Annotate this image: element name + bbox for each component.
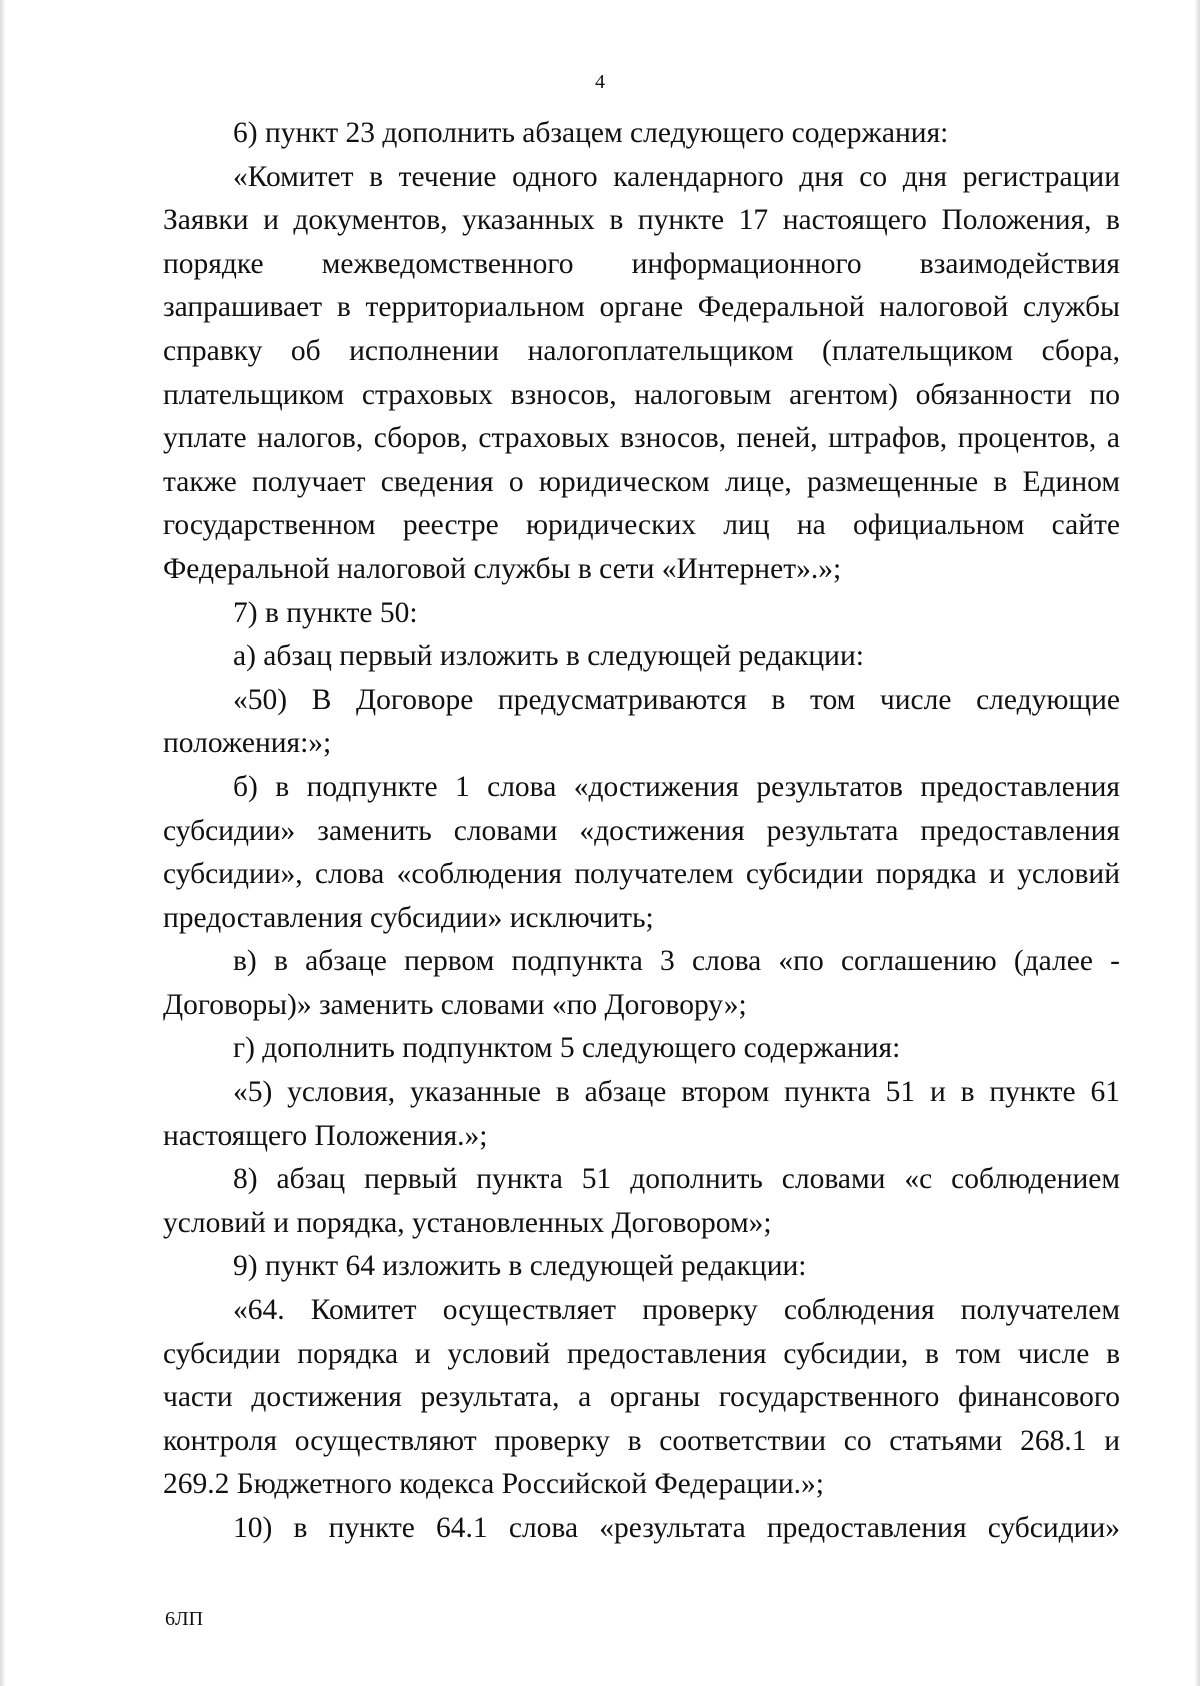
text-line: также получает сведения о юридическом лице, размещенные в Едином xyxy=(163,465,1120,498)
text-line: справку об исполнении налогоплательщиком (плательщиком сбора, xyxy=(163,334,1120,367)
text-line: уплате налогов, сборов, страховых взносов, пеней, штрафов, процентов, а xyxy=(163,422,1120,455)
text-line: субсидии порядка и условий предоставления субсидии, в том числе в xyxy=(163,1337,1120,1370)
text-line: части достижения результата, а органы государственного финансового xyxy=(163,1381,1120,1414)
text-line: 10) в пункте 64.1 слова «результата предоставления субсидии» xyxy=(233,1512,1120,1544)
scan-edge-left xyxy=(0,0,6,1686)
text-line: 6) пункт 23 дополнить абзацем следующего содержания: xyxy=(233,117,949,149)
text-line: г) дополнить подпунктом 5 следующего содержания: xyxy=(233,1032,901,1065)
text-line: 269.2 Бюджетного кодекса Российской Федерации.»; xyxy=(163,1468,824,1501)
text-line: субсидии», слова «соблюдения получателем субсидии порядка и условий xyxy=(163,858,1120,891)
text-line: Федеральной налоговой службы в сети «Интернет».»; xyxy=(163,552,842,585)
text-line: настоящего Положения.»; xyxy=(163,1119,488,1152)
document-body xyxy=(163,112,1120,1551)
scan-edge-right xyxy=(1194,0,1200,1686)
text-line: Заявки и документов, указанных в пункте 17 настоящего Положения, в xyxy=(163,204,1120,237)
text-line: субсидии» заменить словами «достижения результата предоставления xyxy=(163,814,1120,847)
text-line: «Комитет в течение одного календарного дня со дня регистрации xyxy=(233,160,1120,193)
text-line: Договоры)» заменить словами «по Договору»; xyxy=(163,988,747,1021)
text-line: «50) В Договоре предусматриваются в том числе следующие xyxy=(233,683,1120,716)
text-line: государственном реестре юридических лиц на официальном сайте xyxy=(163,509,1120,542)
text-line: предоставления субсидии» исключить; xyxy=(163,901,654,934)
text-line: контроля осуществляют проверку в соответствии со статьями 268.1 и xyxy=(163,1424,1120,1457)
text-line: 7) в пункте 50: xyxy=(233,596,418,629)
text-line: условий и порядка, установленных Договором»; xyxy=(163,1206,772,1239)
text-line: 9) пункт 64 изложить в следующей редакции: xyxy=(233,1250,807,1283)
text-line: а) абзац первый изложить в следующей редакции: xyxy=(233,640,864,673)
text-line: запрашивает в территориальном органе Федеральной налоговой службы xyxy=(163,291,1120,324)
text-line: положения:»; xyxy=(163,727,332,760)
page-number: 4 xyxy=(595,71,605,93)
text-line: «64. Комитет осуществляет проверку соблюдения получателем xyxy=(233,1294,1120,1327)
text-line: б) в подпункте 1 слова «достижения результатов предоставления xyxy=(233,770,1120,803)
footer-code: 6ЛП xyxy=(165,1608,204,1630)
text-line: 8) абзац первый пункта 51 дополнить словами «с соблюдением xyxy=(233,1163,1120,1196)
text-line: порядке межведомственного информационного взаимодействия xyxy=(163,247,1120,280)
text-line: плательщиком страховых взносов, налоговым агентом) обязанности по xyxy=(163,378,1120,411)
text-line: в) в абзаце первом подпункта 3 слова «по соглашению (далее - xyxy=(233,945,1120,978)
text-line: «5) условия, указанные в абзаце втором пункта 51 и в пункте 61 xyxy=(233,1076,1120,1109)
